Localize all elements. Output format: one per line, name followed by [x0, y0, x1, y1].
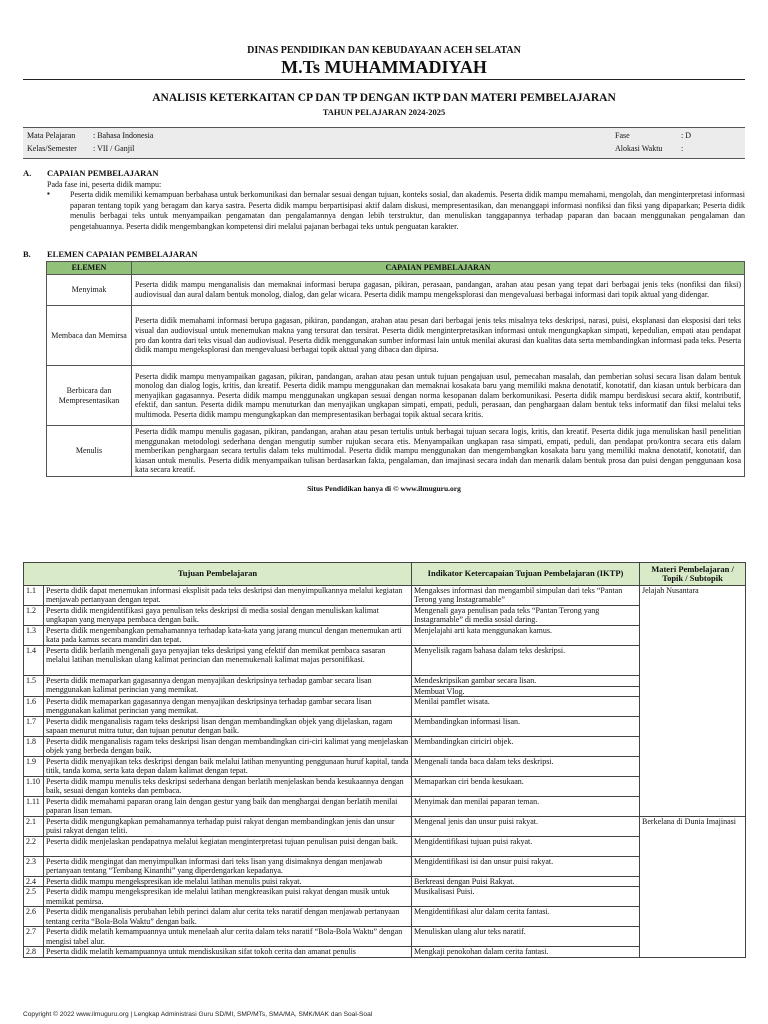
class-row	[27, 144, 134, 153]
table-row	[24, 676, 746, 687]
header-divider	[23, 79, 745, 80]
cp-description: Peserta didik mampu menulis gagasan, pikiran, pandangan, arahan atau pesan tertulis untuk berbagai tujuan secara logis, kritis, dan kreatif. Peserta didik juga menuliskan hasil penelitian menggunakan metodologi sederhana dengan mengutip sumber rujukan secara etis. Menyampaikan ungkapan rasa simpati, empati, peduli, dan pendapat pro/kontra secara etis dalam memberikan penghargaan secara tertulis dalam teks multimodal. Peserta didik mampu menggunakan dan mengembangkan kosakata baru yang memiliki makna denotatif, konotatif, dan kiasan untuk menulis. Peserta didik menyampaikan tulisan berdasarkan fakta, pengalaman, dan imajinasi secara indah dan menarik dalam bentuk prosa dan puisi dengan penggunaan kosa kata secara kreatif.	[132, 426, 745, 477]
cp-description: Peserta didik mampu menganalisis dan memaknai informasi berupa gagasan, pikiran, perasaan, pandangan, arahan atau pesan yang tepat dari berbagai jenis teks (nonfiksi dan fiksi) audiovisual dan aural dalam bentuk monolog, dialog, dan gelar wicara. Peserta didik mampu mengeksplorasi dan mengevaluasi berbagai informasi dari topik aktual yang didengar.	[132, 275, 745, 306]
tp-number: 1.6	[24, 697, 44, 717]
materi-cell: Jelajah Nusantara	[640, 586, 746, 817]
time-label: Alokasi Waktu	[615, 144, 663, 153]
tp-text: Peserta didik mengidentifikasi gaya penulisan teks deskripsi di media sosial dengan menuliskan kalimat ungkapan yang menyapa pembaca dengan baik.	[44, 606, 412, 626]
table-row	[24, 606, 746, 626]
cp-element: Menyimak	[47, 275, 132, 306]
section-b-letter: B.	[23, 249, 31, 259]
table-row	[24, 626, 746, 646]
table-row	[24, 646, 746, 676]
agency-name: DINAS PENDIDIKAN DAN KEBUDAYAAN ACEH SELATAN	[247, 45, 521, 56]
cp-description: Peserta didik mampu menyampaikan gagasan, pikiran, pandangan, arahan atau pesan untuk tujuan pengajuan usul, pemecahan masalah, dan pemberian solusi secara lisan dalam bentuk monolog dan dialog logis, kritis, dan kreatif. Peserta didik mampu menggunakan dan memaknai kosakata baru yang memiliki makna denotatif, konotatif, dan kiasan untuk berbicara dan menyajikan gagasannya. Peserta didik mampu menggunakan ungkapan sesuai dengan norma kesopanan dalam berkomunikasi. Peserta didik mampu berdiskusi secara aktif, kontributif, efektif, dan santun. Peserta didik mampu menuturkan dan menyajikan ungkapan simpati, empati, peduli, perasaan, dan penghargaan dalam bentuk teks informatif dan fiksi melalui teks multimoda. Peserta didik mampu mengungkapkan dan mempresentasikan berbagai topik aktual secara kritis.	[132, 366, 745, 426]
tp-number: 2.8	[24, 947, 44, 957]
table-row	[24, 586, 746, 606]
tp-text: Peserta didik mampu mengekspresikan ide melalui latihan menulis puisi rakyat.	[44, 877, 412, 887]
col-tp-header: Tujuan Pembelajaran	[24, 563, 412, 586]
tp-number: 1.3	[24, 626, 44, 646]
iktp-text: Mengenali tanda baca dalam teks deskripsi.	[412, 757, 640, 777]
tp-text: Peserta didik memaparkan gagasannya dengan menyajikan deskripsinya terhadap gambar secara lisan menggunakan kalimat perincian yang memikat.	[44, 697, 412, 717]
subject-value: : Bahasa Indonesia	[93, 131, 154, 140]
tp-number: 1.7	[24, 717, 44, 737]
iktp-text: Mengidentifikasi isi dan unsur puisi rakyat.	[412, 857, 640, 877]
tp-header-row	[24, 563, 746, 586]
table-row	[24, 837, 746, 857]
table-row	[24, 887, 746, 907]
tp-number: 2.2	[24, 837, 44, 857]
cp-header-row	[47, 262, 745, 275]
iktp-text: Mengenal jenis dan unsur puisi rakyat.	[412, 817, 640, 837]
tp-text: Peserta didik melatih kemampuannya untuk mendiskusikan sifat tokoh cerita dan amanat penulis	[44, 947, 412, 957]
tp-text: Peserta didik memahami paparan orang lain dengan gestur yang baik dan menghargai dengan berlatih menilai paparan lisan teman.	[44, 797, 412, 817]
table-row	[24, 777, 746, 797]
iktp-text: Mendeskripsikan gambar secara lisan.	[412, 676, 640, 687]
section-a-letter: A.	[23, 168, 32, 178]
col-materi-header: Materi Pembelajaran / Topik / Subtopik	[640, 563, 746, 586]
iktp-text: Mengkaji penokohan dalam cerita fantasi.	[412, 947, 640, 957]
tp-text: Peserta didik mengingat dan menyimpulkan informasi dari teks lisan yang disimaknya dengan menjawab pertanyaan tentang “Tembang Kinanthi” yang diperdengarkan kepadanya.	[44, 857, 412, 877]
time-row	[615, 144, 683, 153]
tp-text: Peserta didik menganalisis ragam teks deskripsi lisan dengan membandingkan ciri-ciri kalimat yang menjelaskan objek yang berbeda dengan baik.	[44, 737, 412, 757]
iktp-text: Membuat Vlog.	[412, 686, 640, 697]
iktp-text: Menuliskan ulang alur teks naratif.	[412, 927, 640, 947]
cp-element: Menulis	[47, 426, 132, 477]
tp-number: 2.6	[24, 907, 44, 927]
tp-text: Peserta didik dapat menemukan informasi eksplisit pada teks deskripsi dan menyimpulkannya melalui kegiatan menjawab pertanyaan dengan tepat.	[44, 586, 412, 606]
iktp-text: Menyimak dan menilai paparan teman.	[412, 797, 640, 817]
site-note: Situs Pendidikan hanya di © www.ilmuguru.org	[307, 484, 461, 493]
tp-number: 1.5	[24, 676, 44, 697]
class-label: Kelas/Semester	[27, 144, 77, 153]
footer-copyright: Copyright © 2022 www.ilmuguru.org | Lengkap Administrasi Guru SD/MI, SMP/MTs, SMA/MA, SMK/MAK dan Soal-Soal	[23, 1011, 373, 1018]
materi-cell: Berkelana di Dunia Imajinasi	[640, 817, 746, 958]
tp-number: 2.5	[24, 887, 44, 907]
tp-text: Peserta didik mampu menulis teks deskripsi sederhana dengan berlatih menjelaskan benda kesukaannya dengan baik, sesuai dengan konteks dan pembaca.	[44, 777, 412, 797]
section-a-title: CAPAIAN PEMBELAJARAN	[47, 168, 159, 178]
bullet-icon: ▪	[47, 189, 50, 198]
table-row	[24, 757, 746, 777]
document-title: ANALISIS KETERKAITAN CP DAN TP DENGAN IKTP DAN MATERI PEMBELAJARAN	[152, 92, 616, 104]
tp-text: Peserta didik menjelaskan pendapatnya melalui kegiatan menginterpretasi tujuan penulisan puisi dengan baik.	[44, 837, 412, 857]
cp-element: Membaca dan Memirsa	[47, 306, 132, 366]
tp-number: 2.7	[24, 927, 44, 947]
table-row	[24, 947, 746, 957]
iktp-text: Menilai pamflet wisata.	[412, 697, 640, 717]
table-row	[24, 737, 746, 757]
tp-number: 1.8	[24, 737, 44, 757]
iktp-text: Mengakses informasi dan mengambil simpulan dari teks “Pantan Terong yang Instagramable”	[412, 586, 640, 606]
tp-number: 2.4	[24, 877, 44, 887]
cp-row	[47, 306, 745, 366]
academic-year: TAHUN PELAJARAN 2024-2025	[322, 107, 446, 117]
col-cp-header: CAPAIAN PEMBELAJARAN	[132, 262, 745, 275]
tp-number: 1.2	[24, 606, 44, 626]
iktp-text: Menjelajahi arti kata menggunakan kamus.	[412, 626, 640, 646]
tp-text: Peserta didik memaparkan gagasannya dengan menyajikan deskripsinya terhadap gambar secara lisan menggunakan kalimat perincian yang memikat.	[44, 676, 412, 697]
class-value: : VII / Ganjil	[93, 144, 135, 153]
phase-row	[615, 131, 691, 140]
tp-number: 1.1	[24, 586, 44, 606]
table-row	[24, 857, 746, 877]
phase-label: Fase	[615, 131, 630, 140]
iktp-text: Membandingkan informasi lisan.	[412, 717, 640, 737]
table-row	[24, 907, 746, 927]
section-a-text: Peserta didik memiliki kemampuan berbahasa untuk berkomunikasi dan bernalar sesuai dengan tujuan, konteks sosial, dan akademis. Peserta didik mampu memahami, mengolah, dan menginterpretasi informasi paparan tentang topik yang beragam dan karya sastra. Peserta didik mampu berpartisipasi aktif dalam diskusi, mempresentasikan, dan menanggapi informasi nonfiksi dan fiksi yang dipaparkan; Peserta didik menulis berbagai teks untuk menyampaikan pengamatan dan pengalamannya dengan lebih terstruktur, dan menuliskan tanggapannya terhadap paparan dan bacaan menggunakan pengalaman dan pengetahuannya. Peserta didik mengembangkan kompetensi diri melalui pajanan berbagai teks untuk penguatan karakter.	[70, 190, 745, 231]
table-row	[24, 877, 746, 887]
subject-label: Mata Pelajaran	[27, 131, 76, 140]
info-box	[23, 127, 745, 159]
tp-number: 1.10	[24, 777, 44, 797]
tp-text: Peserta didik mampu mengekspresikan ide melalui latihan mengkreasikan puisi rakyat dengan musik untuk memikat pemirsa.	[44, 887, 412, 907]
cp-row	[47, 366, 745, 426]
cp-element: Berbicara dan Mempresentasikan	[47, 366, 132, 426]
tp-text: Peserta didik menganalisis perubahan lebih perinci dalam alur cerita teks naratif dengan menjawab pertanyaan tentang cerita “Bola-Bola Waktu” dengan baik.	[44, 907, 412, 927]
iktp-text: Mengenali gaya penulisan pada teks “Pantan Terong yang Instagramable” di media sosial daring.	[412, 606, 640, 626]
time-value: :	[681, 144, 684, 153]
phase-value: : D	[681, 131, 691, 140]
iktp-text: Musikalisasi Puisi.	[412, 887, 640, 907]
tp-number: 1.9	[24, 757, 44, 777]
subject-row	[27, 131, 153, 140]
table-row	[24, 717, 746, 737]
section-b-title: ELEMEN CAPAIAN PEMBELAJARAN	[47, 249, 198, 259]
col-element-header: ELEMEN	[47, 262, 132, 275]
cp-description: Peserta didik memahami informasi berupa gagasan, pikiran, pandangan, arahan atau pesan dari berbagai jenis teks misalnya teks deskripsi, narasi, puisi, eksplanasi dan eksposisi dari teks visual dan audiovisual untuk menemukan makna yang tersurat dan tersirat. Peserta didik menginterpretasikan informasi untuk mengungkapkan simpati, kepedulian, empati atau pendapat pro dan kontra dari teks visual dan audiovisual. Peserta didik menggunakan sumber informasi lain untuk menilai akurasi dan kualitas data serta membandingkan informasi pada teks. Peserta didik mampu mengeksplorasi dan mengevaluasi berbagai topik aktual yang dibaca dan dipirsa.	[132, 306, 745, 366]
tp-number: 1.11	[24, 797, 44, 817]
tp-text: Peserta didik menyajikan teks deskripsi dengan baik melalui latihan menyunting penggunaan huruf kapital, tanda titik, tanda koma, serta kata depan dalam kalimat dengan tepat.	[44, 757, 412, 777]
table-row	[24, 797, 746, 817]
tp-text: Peserta didik melatih kemampuannya untuk menelaah alur cerita dalam teks naratif “Bola-Bola Waktu” dengan mengisi tabel alur.	[44, 927, 412, 947]
cp-row	[47, 426, 745, 477]
iktp-text: Memaparkan ciri benda kesukaan.	[412, 777, 640, 797]
col-iktp-header: Indikator Ketercapaian Tujuan Pembelajaran (IKTP)	[412, 563, 640, 586]
iktp-text: Membandingkan ciriciri objek.	[412, 737, 640, 757]
tp-number: 1.4	[24, 646, 44, 676]
iktp-text: Berkreasi dengan Puisi Rakyat.	[412, 877, 640, 887]
cp-row	[47, 275, 745, 306]
table-row	[24, 927, 746, 947]
section-a-intro: Pada fase ini, peserta didik mampu:	[47, 180, 162, 189]
tp-text: Peserta didik menganalisis ragam teks deskripsi lisan dengan membandingkan objek yang dijelaskan, ragam sapaan menurut mitra tutur, dan tujuan penutur dengan baik.	[44, 717, 412, 737]
tp-text: Peserta didik berlatih mengenali gaya penyajian teks deskripsi yang efektif dan memikat pembaca sasaran melalui latihan menuliskan ulang kalimat perincian dan menemukenali kalimat majas personifikasi.	[44, 646, 412, 676]
table-row	[24, 697, 746, 717]
tp-iktp-table	[23, 562, 746, 958]
school-name: M.Ts MUHAMMADIYAH	[281, 57, 487, 77]
tp-number: 2.1	[24, 817, 44, 837]
cp-elements-table	[46, 261, 745, 477]
iktp-text: Menyelisik ragam bahasa dalam teks deskripsi.	[412, 646, 640, 676]
tp-text: Peserta didik mengembangkan pemahamannya terhadap kata-kata yang jarang muncul dengan menemukan arti kata pada kamus secara mandiri dan tepat.	[44, 626, 412, 646]
tp-text: Peserta didik mengungkapkan pemahamannya terhadap puisi rakyat dengan membandingkan jenis dan unsur puisi rakyat dengan teliti.	[44, 817, 412, 837]
iktp-text: Mengidentifikasi tujuan puisi rakyat.	[412, 837, 640, 857]
table-row	[24, 817, 746, 837]
iktp-text: Mengidentifikasi alur dalam cerita fantasi.	[412, 907, 640, 927]
tp-number: 2.3	[24, 857, 44, 877]
